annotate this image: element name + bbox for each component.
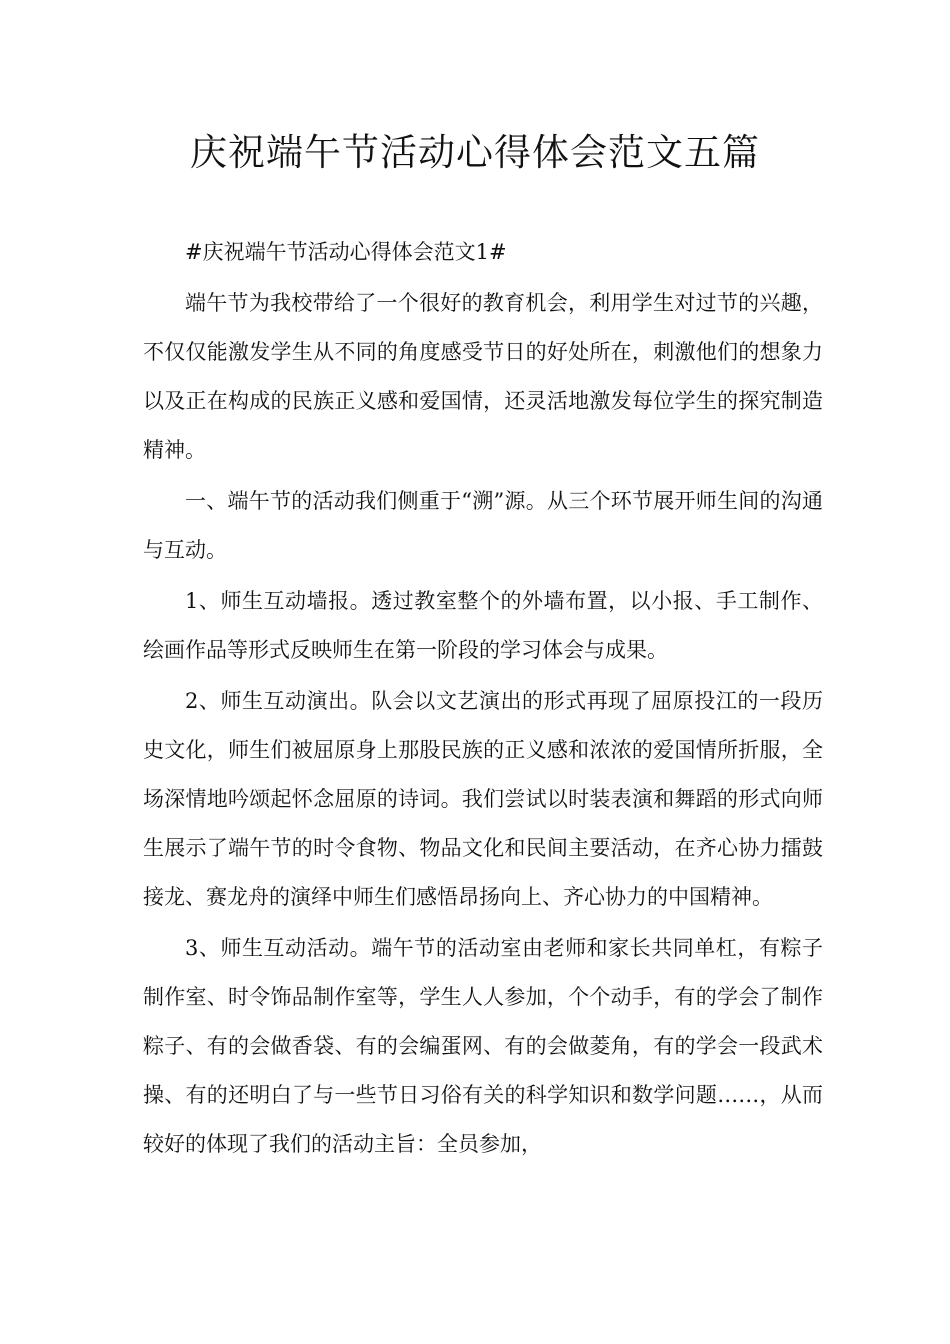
- paragraph: 一、端午节的活动我们侧重于“溯”源。从三个环节展开师生间的沟通与互动。: [143, 489, 823, 562]
- paragraph: 3、师生互动活动。端午节的活动室由老师和家长共同单杠，有粽子制作室、时令饰品制作室等，学生人人参加，个个动手，有的学会了制作粽子、有的会做香袋、有的会编蛋网、有的会做菱角，有的学会一段武术操、有的还明白了与一些节日习俗有关的科学知识和数学问题……，从而较好的体现了我们的活动主旨：全员参加，: [143, 936, 823, 1156]
- paragraph: 2、师生互动演出。队会以文艺演出的形式再现了屈原投江的一段历史文化，师生们被屈原身上那股民族的正义感和浓浓的爱国情所折服，全场深情地吟颂起怀念屈原的诗词。我们尝试以时装表演和舞蹈的形式向师生展示了端午节的时令食物、物品文化和民间主要活动，在齐心协力擂鼓接龙、赛龙舟的演绎中师生们感悟昂扬向上、齐心协力的中国精神。: [143, 689, 823, 909]
- document-body: [143, 228, 823, 1171]
- paragraph: 端午节为我校带给了一个很好的教育机会，利用学生对过节的兴趣，不仅仅能激发学生从不同的角度感受节日的好处所在，刺激他们的想象力以及正在构成的民族正义感和爱国情，还灵活地激发每位学生的探究制造精神。: [143, 291, 823, 462]
- section-heading: #庆祝端午节活动心得体会范文1#: [185, 240, 507, 264]
- paragraph: 1、师生互动墙报。透过教室整个的外墙布置，以小报、手工制作、绘画作品等形式反映师生在第一阶段的学习体会与成果。: [143, 589, 823, 662]
- document-title: 庆祝端午节活动心得体会范文五篇: [190, 131, 760, 174]
